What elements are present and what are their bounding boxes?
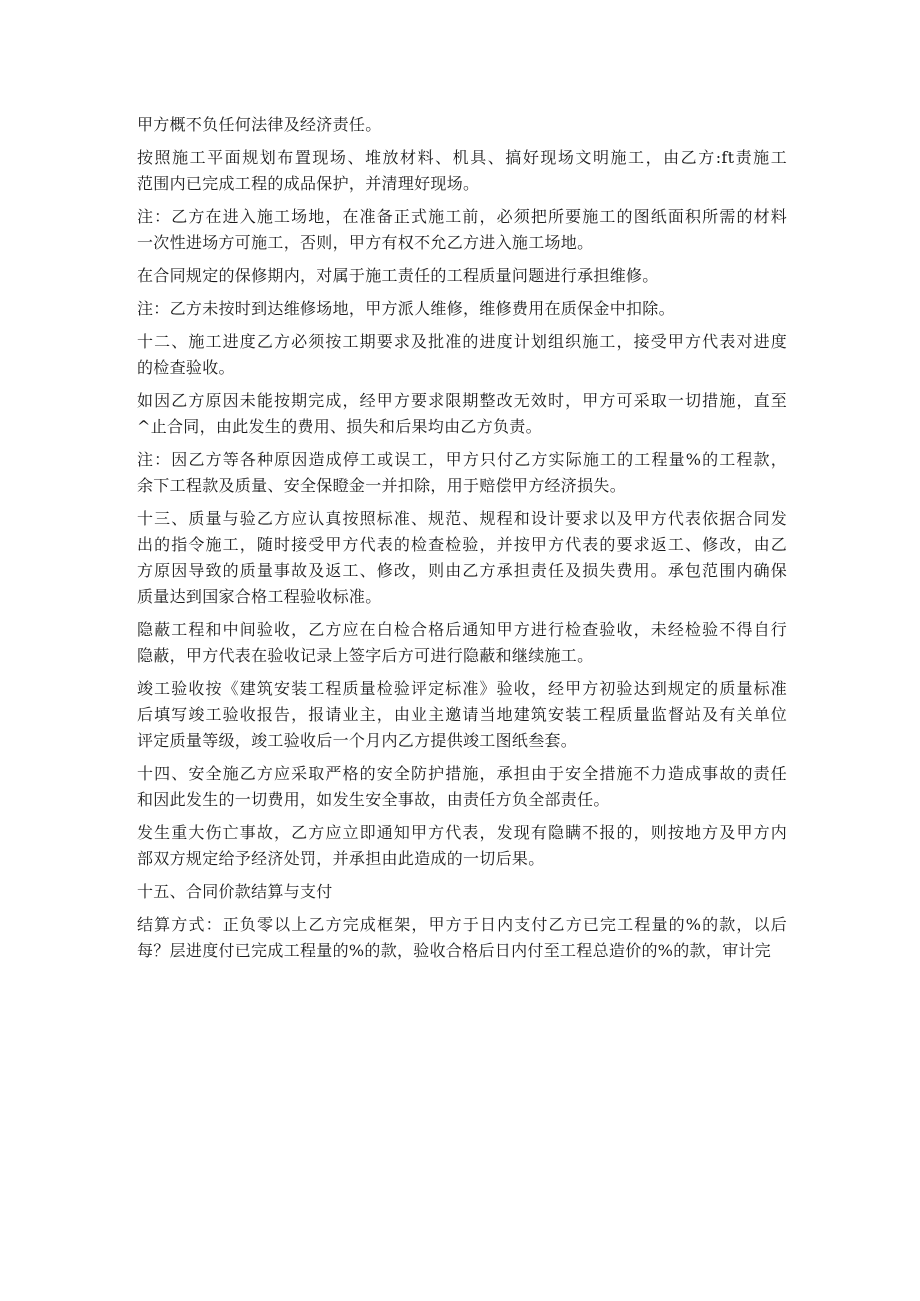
paragraph bbox=[137, 761, 787, 813]
paragraph-gap bbox=[137, 138, 787, 145]
paragraph-line: 注：乙方在进入施工场地，在准备正式施工前，必须把所要施工的图纸面积所需的材料 bbox=[137, 207, 787, 226]
paragraph-line: 竣工验收按《建筑安装工程质量检验评定标准》验收，经甲方初验达到规定的质量标准 bbox=[137, 679, 787, 698]
paragraph-line: 范围内已完成工程的成品保护，并清理好现场。 bbox=[137, 174, 480, 193]
contract-text-body bbox=[137, 112, 787, 964]
paragraph-line: 如因乙方原因未能按期完成，经甲方要求限期整改无效时，甲方可采取一切措施，直至 bbox=[137, 391, 787, 410]
paragraph-line: 隐蔽，甲方代表在验收记录上签字后方可进行隐蔽和继续施工。 bbox=[137, 646, 594, 665]
paragraph-gap bbox=[137, 197, 787, 204]
paragraph-gap bbox=[137, 381, 787, 388]
paragraph-line: 部双方规定给予经济处罚，并承担由此造成的一切后果。 bbox=[137, 849, 545, 868]
paragraph-line: 十二、施工进度乙方必须按工期要求及批准的进度计划组织施工，接受甲方代表对进度 bbox=[137, 332, 787, 351]
paragraph-line: ^止合同，由此发生的费用、损失和后果均由乙方负责。 bbox=[137, 417, 542, 436]
paragraph-gap bbox=[137, 322, 787, 329]
paragraph bbox=[137, 145, 787, 197]
paragraph bbox=[137, 676, 787, 754]
paragraph bbox=[137, 263, 787, 289]
paragraph bbox=[137, 820, 787, 872]
paragraph-line: 十五、合同价款结算与支付 bbox=[137, 882, 333, 901]
paragraph bbox=[137, 388, 787, 440]
paragraph-line: 一次性进场方可施工，否则，甲方有权不允乙方进入施工场地。 bbox=[137, 233, 594, 252]
paragraph-line: 在合同规定的保修期内，对属于施工责任的工程质量问题进行承担维修。 bbox=[137, 266, 659, 285]
paragraph-line: 每？层进度付已完成工程量的%的款，验收合格后日内付至工程总造价的%的款，审计完 bbox=[137, 941, 772, 960]
paragraph-line: 隐蔽工程和中间验收，乙方应在白检合格后通知甲方进行检查验收，未经检验不得自行 bbox=[137, 620, 787, 639]
paragraph-gap bbox=[137, 499, 787, 506]
paragraph-gap bbox=[137, 754, 787, 761]
paragraph-gap bbox=[137, 872, 787, 879]
paragraph bbox=[137, 912, 787, 964]
paragraph-line: 甲方概不负任何法律及经济责任。 bbox=[137, 115, 382, 134]
paragraph-line: 结算方式：正负零以上乙方完成框架，甲方于日内支付乙方已完工程量的%的款，以后 bbox=[137, 915, 787, 934]
paragraph-line: 的检查验收。 bbox=[137, 358, 235, 377]
paragraph-line: 方原因导致的质量事故及返工、修改，则由乙方承担责任及损失费用。承包范围内确保 bbox=[137, 561, 787, 580]
paragraph-line: 和因此发生的一切费用，如发生安全事故，由责任方负全部责任。 bbox=[137, 790, 610, 809]
paragraph bbox=[137, 447, 787, 499]
paragraph-gap bbox=[137, 669, 787, 676]
paragraph bbox=[137, 506, 787, 610]
paragraph-line: 发生重大伤亡事故，乙方应立即通知甲方代表，发现有隐瞒不报的，则按地方及甲方内 bbox=[137, 823, 787, 842]
paragraph-line: 出的指令施工，随时接受甲方代表的检查检验，并按甲方代表的要求返工、修改，由乙 bbox=[137, 535, 787, 554]
paragraph-line: 十三、质量与验乙方应认真按照标准、规范、规程和设计要求以及甲方代表依据合同发 bbox=[137, 509, 787, 528]
paragraph-line: 评定质量等级，竣工验收后一个月内乙方提供竣工图纸叁套。 bbox=[137, 731, 578, 750]
paragraph-line: 注：因乙方等各种原因造成停工或误工，甲方只付乙方实际施工的工程量%的工程款， bbox=[137, 450, 787, 469]
paragraph bbox=[137, 329, 787, 381]
paragraph-line: 注：乙方未按时到达维修场地，甲方派人维修，维修费用在质保金中扣除。 bbox=[137, 299, 675, 318]
paragraph-gap bbox=[137, 256, 787, 263]
paragraph-line: 十四、安全施乙方应采取严格的安全防护措施，承担由于安全措施不力造成事故的责任 bbox=[137, 764, 787, 783]
paragraph bbox=[137, 617, 787, 669]
paragraph-gap bbox=[137, 289, 787, 296]
paragraph-gap bbox=[137, 610, 787, 617]
paragraph bbox=[137, 296, 787, 322]
paragraph-gap bbox=[137, 905, 787, 912]
paragraph bbox=[137, 112, 787, 138]
paragraph-gap bbox=[137, 440, 787, 447]
paragraph-gap bbox=[137, 813, 787, 820]
paragraph bbox=[137, 204, 787, 256]
paragraph-line: 按照施工平面规划布置现场、堆放材料、机具、搞好现场文明施工，由乙方:ft责施工 bbox=[137, 148, 787, 167]
paragraph-line: 质量达到国家合格工程验收标准。 bbox=[137, 587, 382, 606]
paragraph-line: 余下工程款及质量、安全保瞪金一并扣除，用于赔偿甲方经济损失。 bbox=[137, 476, 627, 495]
paragraph bbox=[137, 879, 787, 905]
paragraph-line: 后填写竣工验收报告，报请业主，由业主邀请当地建筑安装工程质量监督站及有关单位 bbox=[137, 705, 787, 724]
